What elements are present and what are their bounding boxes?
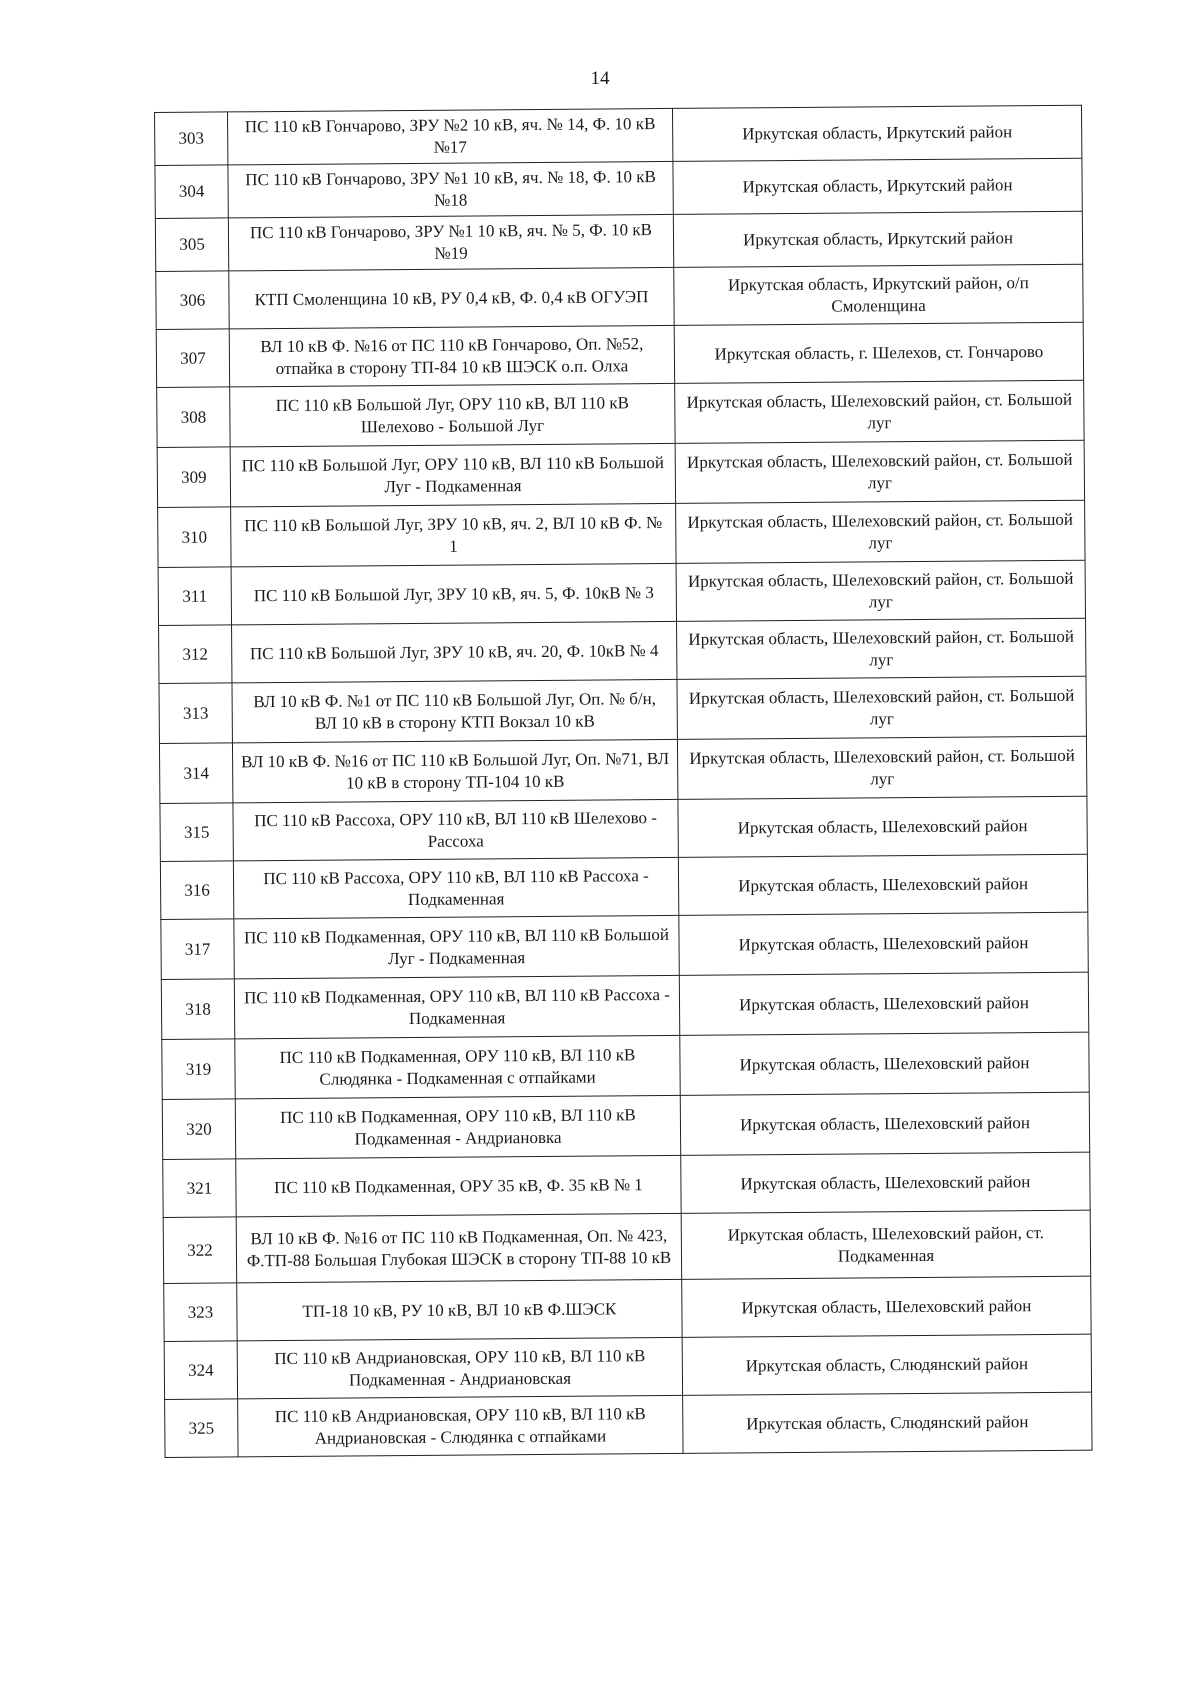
row-number: 322 [163,1217,237,1284]
table-row [162,1032,1089,1099]
page-number: 14 [590,68,610,89]
row-number: 305 [155,218,228,272]
facility-name: ВЛ 10 кВ Ф. №1 от ПС 110 кВ Большой Луг, Оп. № б/н, ВЛ 10 кВ в сторону КТП Вокзал 10 кВ [232,679,677,742]
row-number: 316 [160,861,233,920]
facility-location: Иркутская область, Шелеховский район, ст. Большой луг [677,618,1086,679]
facility-name: ВЛ 10 кВ Ф. №16 от ПС 110 кВ Гончарово, Оп. №52, отпайка в сторону ТП-84 10 кВ ШЭСК о.п. Олха [229,325,674,386]
facility-name: ПС 110 кВ Андриановская, ОРУ 110 кВ, ВЛ 110 кВ Андриановская - Слюдянка с отпайками [238,1395,683,1456]
row-number: 310 [158,507,231,568]
table-row [159,676,1086,743]
facility-location: Иркутская область, Шелеховский район [680,1092,1089,1155]
row-number: 303 [155,112,228,166]
table-row [158,500,1085,567]
facility-name: ПС 110 кВ Большой Луг, ОРУ 110 кВ, ВЛ 110 кВ Большой Луг - Подкаменная [230,443,675,506]
facility-location: Иркутская область, Шелеховский район [679,972,1088,1035]
table-body [155,105,1093,1457]
facility-name: ПС 110 кВ Большой Луг, ЗРУ 10 кВ, яч. 20, Ф. 10кВ № 4 [232,621,677,682]
facility-location: Иркутская область, Шелеховский район, ст. Большой луг [677,676,1086,739]
facility-location: Иркутская область, Шелеховский район, ст. Большой луг [677,736,1086,799]
facility-location: Иркутская область, Шелеховский район, ст. Подкаменная [681,1210,1091,1279]
row-number: 318 [161,979,234,1040]
table-row [162,1092,1089,1159]
facility-location: Иркутская область, г. Шелехов, ст. Гончарово [674,322,1083,383]
facility-location: Иркутская область, Иркутский район, о/п Смоленщина [674,264,1083,325]
facility-name: ПС 110 кВ Большой Луг, ЗРУ 10 кВ, яч. 5, Ф. 10кВ № 3 [231,563,676,624]
table-row [165,1392,1092,1457]
row-number: 304 [155,165,228,219]
facility-location: Иркутская область, Шелеховский район, ст. Большой луг [675,380,1084,443]
table-row [164,1334,1091,1399]
facility-name: ПС 110 кВ Рассоха, ОРУ 110 кВ, ВЛ 110 кВ Шелехово - Рассоха [233,799,678,860]
table-row [155,211,1082,271]
facility-name: ПС 110 кВ Подкаменная, ОРУ 110 кВ, ВЛ 110 кВ Большой Луг - Подкаменная [234,915,679,978]
table-row [161,912,1088,979]
facility-location: Иркутская область, Шелеховский район, ст. Большой луг [676,500,1085,563]
row-number: 323 [164,1283,237,1342]
facility-name: КТП Смоленщина 10 кВ, РУ 0,4 кВ, Ф. 0,4 кВ ОГУЭП [229,267,674,328]
row-number: 319 [162,1039,235,1100]
facility-location: Иркутская область, Шелеховский район, ст. Большой луг [676,560,1085,621]
facility-name: ВЛ 10 кВ Ф. №16 от ПС 110 кВ Большой Луг, Оп. №71, ВЛ 10 кВ в сторону ТП-104 10 кВ [232,739,677,802]
facility-location: Иркутская область, Слюдянский район [682,1334,1091,1395]
table-row [160,796,1087,861]
facility-name: ПС 110 кВ Гончарово, ЗРУ №2 10 кВ, яч. № 14, Ф. 10 кВ №17 [228,108,673,164]
table-row [159,618,1086,683]
table-row [159,736,1086,803]
row-number: 317 [161,919,234,980]
facility-name: ТП-18 10 кВ, РУ 10 кВ, ВЛ 10 кВ Ф.ШЭСК [237,1279,682,1340]
facility-name: ПС 110 кВ Большой Луг, ЗРУ 10 кВ, яч. 2, ВЛ 10 кВ Ф. № 1 [231,503,676,566]
table-row [164,1276,1091,1341]
facility-location: Иркутская область, Иркутский район [673,211,1082,267]
facilities-table [154,105,1093,1458]
row-number: 312 [159,625,232,684]
document-sheet [154,105,1075,1458]
facility-name: ПС 110 кВ Подкаменная, ОРУ 110 кВ, ВЛ 110 кВ Подкаменная - Андриановка [235,1095,680,1158]
table-row [157,440,1084,507]
table-row [156,264,1083,329]
facility-location: Иркутская область, Иркутский район [672,105,1081,161]
facility-name: ПС 110 кВ Рассоха, ОРУ 110 кВ, ВЛ 110 кВ Рассоха - Подкаменная [233,857,678,918]
table-row [156,322,1083,387]
row-number: 321 [163,1159,236,1218]
facility-location: Иркутская область, Шелеховский район [678,854,1087,915]
row-number: 311 [158,567,231,626]
facility-location: Иркутская область, Иркутский район [673,158,1082,214]
row-number: 309 [157,447,230,508]
facility-name: ПС 110 кВ Гончарово, ЗРУ №1 10 кВ, яч. № 18, Ф. 10 кВ №18 [228,161,673,217]
table-row [161,972,1088,1039]
table-row [157,380,1084,447]
row-number: 320 [162,1099,235,1160]
row-number: 308 [157,387,230,448]
table-row [155,105,1082,165]
row-number: 314 [159,743,232,804]
row-number: 306 [156,271,229,330]
facility-name: ПС 110 кВ Большой Луг, ОРУ 110 кВ, ВЛ 110 кВ Шелехово - Большой Луг [230,383,675,446]
row-number: 315 [160,803,233,862]
facility-name: ПС 110 кВ Подкаменная, ОРУ 110 кВ, ВЛ 110 кВ Рассоха - Подкаменная [234,975,679,1038]
row-number: 313 [159,683,232,744]
facility-location: Иркутская область, Шелеховский район [678,796,1087,857]
facility-location: Иркутская область, Шелеховский район [682,1276,1091,1337]
facility-name: ПС 110 кВ Подкаменная, ОРУ 35 кВ, Ф. 35 кВ № 1 [236,1155,681,1216]
facility-name: ПС 110 кВ Подкаменная, ОРУ 110 кВ, ВЛ 110 кВ Слюдянка - Подкаменная с отпайками [235,1035,680,1098]
facility-location: Иркутская область, Шелеховский район, ст. Большой луг [675,440,1084,503]
table-row [160,854,1087,919]
table-row [155,158,1082,218]
table-row [163,1152,1090,1217]
facility-location: Иркутская область, Шелеховский район [681,1152,1090,1213]
facility-name: ПС 110 кВ Гончарово, ЗРУ №1 10 кВ, яч. № 5, Ф. 10 кВ №19 [228,214,673,270]
facility-name: ПС 110 кВ Андриановская, ОРУ 110 кВ, ВЛ 110 кВ Подкаменная - Андриановская [237,1337,682,1398]
row-number: 307 [156,329,229,388]
table-row [163,1210,1090,1283]
facility-name: ВЛ 10 кВ Ф. №16 от ПС 110 кВ Подкаменная, Оп. № 423, Ф.ТП-88 Большая Глубокая ШЭСК в сторону ТП-88 10 кВ [236,1213,682,1282]
row-number: 325 [165,1399,238,1458]
table-row [158,560,1085,625]
facility-location: Иркутская область, Слюдянский район [683,1392,1092,1453]
row-number: 324 [164,1341,237,1400]
facility-location: Иркутская область, Шелеховский район [679,912,1088,975]
facility-location: Иркутская область, Шелеховский район [680,1032,1089,1095]
